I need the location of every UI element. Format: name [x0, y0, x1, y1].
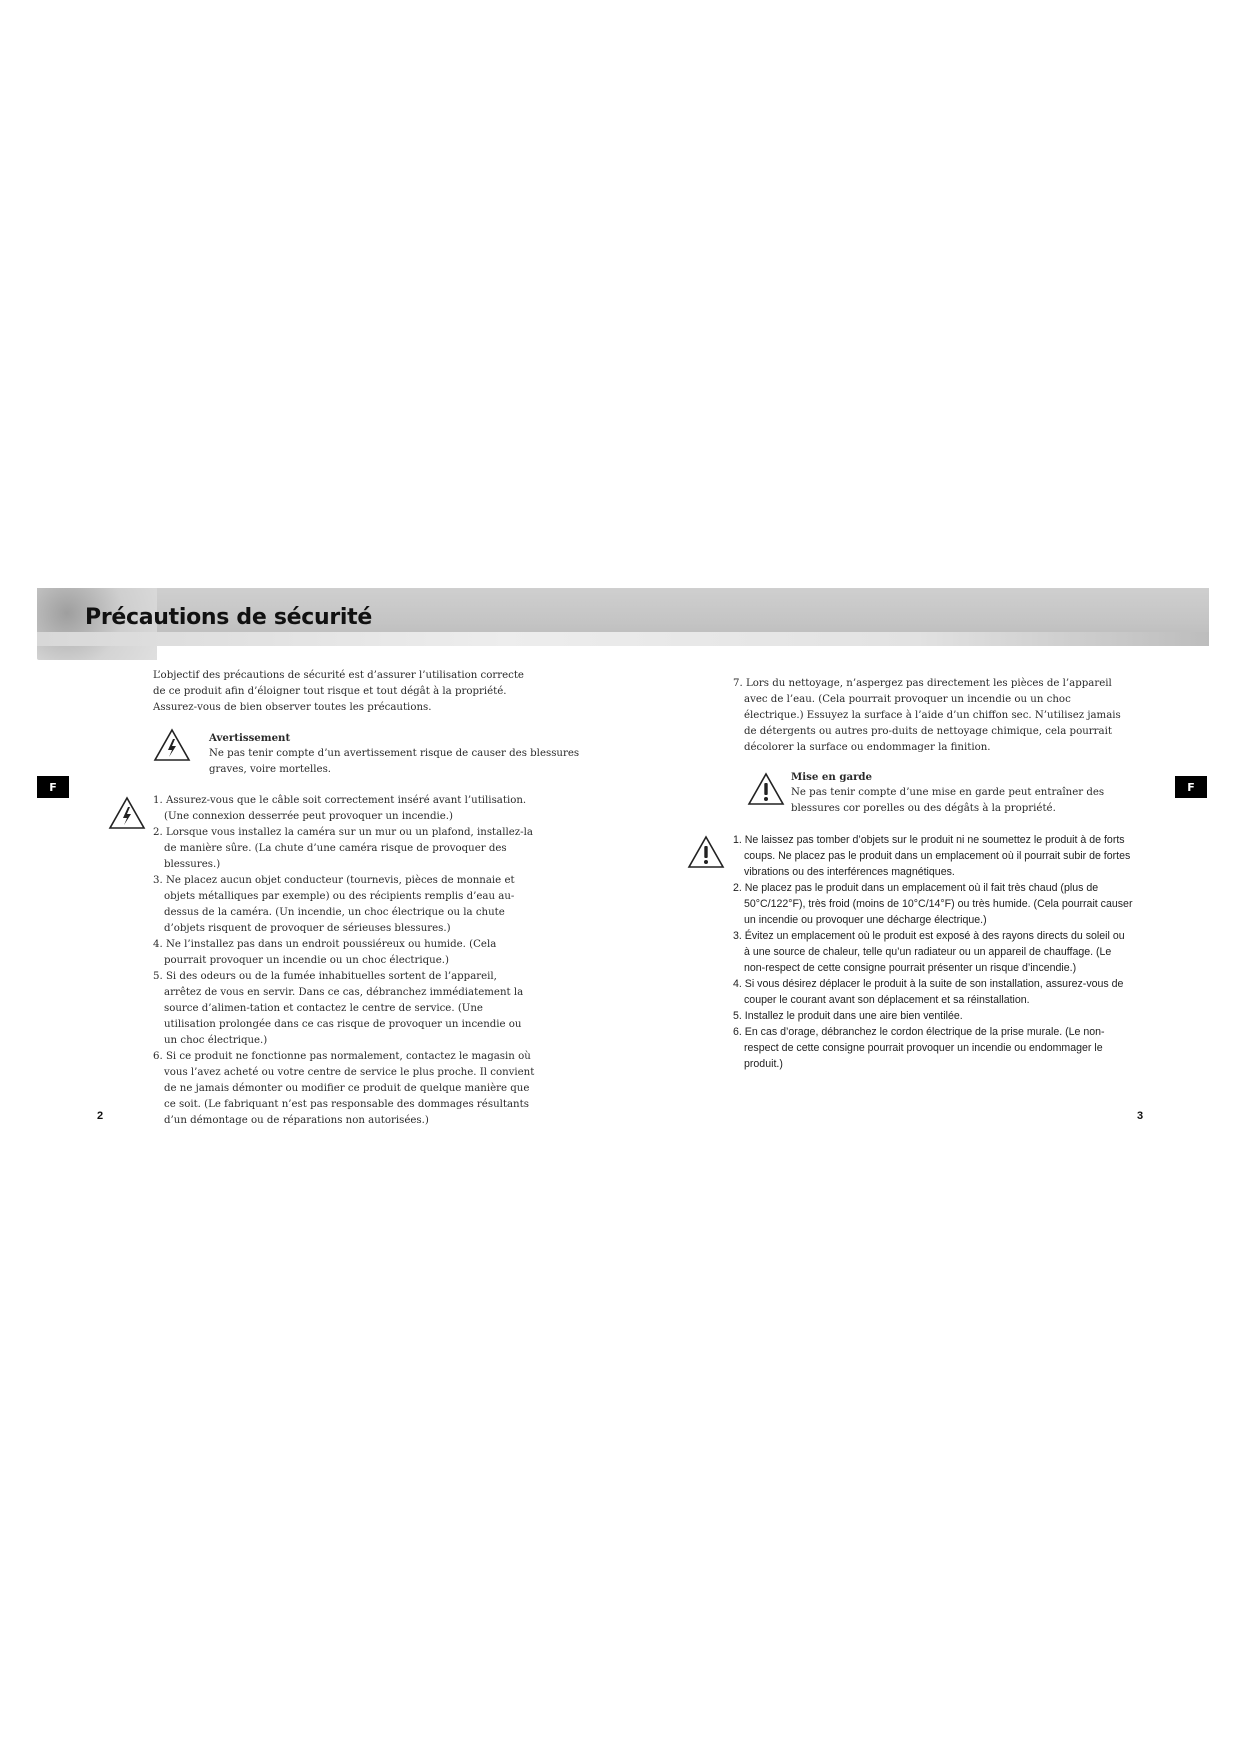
page-title: Précautions de sécurité [85, 605, 373, 630]
list-item: 6. En cas d’orage, débranchez le cordon électrique de la prise murale. (Le non-respect de cette consigne pourrait provoquer un incendie ou endommager le produit.) [733, 1026, 1105, 1070]
list-item: 4. Ne l’installez pas dans un endroit poussiéreux ou humide. (Cela pourrait provoquer un incendie ou un choc électrique.) [153, 939, 497, 966]
list-item: 5. Si des odeurs ou de la fumée inhabituelles sortent de l’appareil, arrêtez de vous en servir. Dans ce cas, débranchez immédiatement la source d’alimen-tation et contactez le centre de service. (Une utilisation prolongée dans ce cas risque de provoquer un incendie ou un choc électrique.) [153, 971, 524, 1046]
list-item: 7. Lors du nettoyage, n’aspergez pas directement les pièces de l’appareil avec de l’eau. (Cela pourrait provoquer un incendie ou un choc électrique.) Essuyez la surface à l’aide d’un chiffon sec. N’utilisez jamais de détergents ou autres pro-duits de nettoyage chimique, cela pourrait décolorer la surface ou endommager la finition. [733, 678, 1121, 753]
warning-items-list [153, 793, 535, 1129]
list-item: 3. Évitez un emplacement où le produit est exposé à des rayons directs du soleil ou à une source de chaleur, telle qu’un radiateur ou un appareil de chauffage. (Le non-respect de cette consigne pourrait présenter un risque d’incendie.) [733, 930, 1125, 974]
list-item: 5. Installez le produit dans une aire bien ventilée. [733, 1010, 963, 1022]
list-item: 1. Assurez-vous que le câble soit correctement inséré avant l’utilisation. (Une connexion desserrée peut provoquer un incendie.) [153, 795, 527, 822]
high-voltage-warning-icon [108, 796, 146, 830]
caution-notice [791, 769, 1136, 817]
list-item: 6. Si ce produit ne fonctionne pas normalement, contactez le magasin où vous l’avez acheté ou votre centre de service le plus proche. Il convient de ne jamais démonter ou modifier ce produit de quelque manière que ce soit. (Le fabriquant n’est pas responsable des dommages résultants d’un démontage ou de réparations non autorisées.) [153, 1051, 535, 1126]
high-voltage-warning-icon [153, 728, 191, 762]
page-number-right: 3 [1137, 1110, 1144, 1122]
caution-items-list [733, 832, 1133, 1072]
intro-paragraph: L’objectif des précautions de sécurité est d’assurer l’utilisation correcte de ce produit afin d’éloigner tout risque et tout dégât à la propriété. Assurez-vous de bien observer toutes les précautions. [153, 670, 524, 713]
header-strip [37, 632, 1209, 646]
caution-text: Ne pas tenir compte d’une mise en garde peut entraîner des blessures cor porelles ou des dégâts à la propriété. [791, 787, 1105, 814]
page-number-left: 2 [97, 1110, 104, 1122]
warning-text: Ne pas tenir compte d’un avertissement risque de causer des blessures graves, voire mortelles. [209, 748, 580, 775]
cleaning-item-list [733, 676, 1133, 756]
list-item: 4. Si vous désirez déplacer le produit à la suite de son installation, assurez-vous de couper le courant avant son déplacement et sa réinstallation. [733, 978, 1124, 1006]
caution-title: Mise en garde [791, 771, 873, 783]
warning-title: Avertissement [209, 732, 291, 744]
caution-exclamation-icon [747, 772, 785, 806]
warning-notice [209, 730, 589, 778]
language-tab-right: F [1175, 776, 1207, 798]
list-item: 2. Ne placez pas le produit dans un emplacement où il fait très chaud (plus de 50°C/122°F), très froid (moins de 10°C/14°F) ou très humide. (Cela pourrait causer un incendie ou provoquer une décharge électrique.) [733, 882, 1133, 926]
list-item: 3. Ne placez aucun objet conducteur (tournevis, pièces de monnaie et objets métalliques par exemple) ou des récipients remplis d’eau au-dessus de la caméra. (Un incendie, un choc électrique ou la chute d’objets risquent de provoquer de sérieuses blessures.) [153, 875, 515, 934]
language-tab-left: F [37, 776, 69, 798]
caution-exclamation-icon [687, 835, 725, 869]
list-item: 2. Lorsque vous installez la caméra sur un mur ou un plafond, installez-la de manière sûre. (La chute d’une caméra risque de provoquer des blessures.) [153, 827, 533, 870]
list-item: 1. Ne laissez pas tomber d’objets sur le produit ni ne soumettez le produit à de forts coups. Ne placez pas le produit dans un emplacement où il pourrait subir de fortes vibrations ou des interférences magnétiques. [733, 834, 1131, 878]
